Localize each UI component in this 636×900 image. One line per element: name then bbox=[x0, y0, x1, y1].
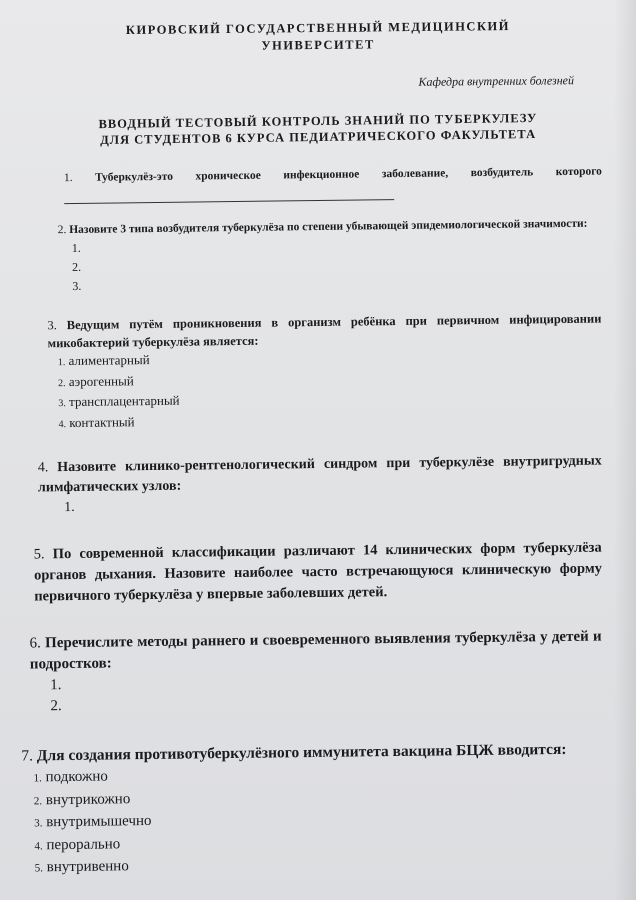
option-label: внутривенно bbox=[46, 858, 129, 876]
answer-slot[interactable]: 1. bbox=[50, 677, 62, 694]
question-number: 6. bbox=[29, 635, 41, 652]
question-2 bbox=[34, 216, 603, 297]
option-label: подкожно bbox=[45, 768, 108, 786]
option-list bbox=[48, 346, 603, 435]
answer-list bbox=[30, 669, 602, 718]
question-number: 2. bbox=[57, 224, 67, 237]
option-label: внутрикожно bbox=[45, 790, 131, 808]
question-5 bbox=[34, 538, 603, 608]
university-line-2: УНИВЕРСИТЕТ bbox=[261, 37, 375, 53]
question-1-text bbox=[64, 164, 602, 205]
answer-list bbox=[58, 233, 603, 297]
option-number: 5. bbox=[34, 862, 44, 875]
option-label: алиментарный bbox=[68, 352, 150, 369]
option-label: трансплацентарный bbox=[69, 392, 180, 410]
option-label: перорально bbox=[46, 835, 121, 853]
option-number: 3. bbox=[58, 398, 66, 410]
answer-slot[interactable]: 2. bbox=[50, 698, 62, 715]
option-label: внутримышечно bbox=[46, 812, 152, 831]
university-name bbox=[34, 17, 602, 57]
question-7 bbox=[21, 738, 603, 880]
option-number: 1. bbox=[33, 772, 42, 785]
option-label: контактный bbox=[69, 413, 135, 430]
option-number: 3. bbox=[34, 817, 43, 830]
question-body: Туберкулёз-это хроническое инфекционное заболевание, возбудитель которого bbox=[94, 165, 602, 184]
option-number: 4. bbox=[58, 418, 67, 430]
title-line-2: ДЛЯ СТУДЕНТОВ 6 КУРСА ПЕДИАТРИЧЕСКОГО ФАКУЛЬТЕТА bbox=[100, 126, 537, 148]
question-body: Ведущим путём проникновения в организм ребёнка при первичном инфицировании микобактерий туберкулёза является: bbox=[47, 311, 602, 351]
question-body: Назовите клинико-рентгенологический синдром при туберкулёзе внутригрудных лимфатических узлов: bbox=[37, 453, 602, 496]
question-number: 4. bbox=[37, 460, 49, 476]
question-body: Перечислите методы раннего и своевременного выявления туберкулёза у детей и подростков: bbox=[29, 628, 602, 673]
question-3 bbox=[33, 310, 602, 435]
option-number: 1. bbox=[57, 357, 66, 369]
answer-slot[interactable]: 1. bbox=[71, 240, 81, 256]
question-6 bbox=[30, 627, 603, 718]
option-number: 4. bbox=[34, 839, 43, 852]
question-number: 5. bbox=[33, 546, 45, 563]
question-4-text bbox=[38, 452, 602, 499]
title-line-1: ВВОДНЫЙ ТЕСТОВЫЙ КОНТРОЛЬ ЗНАНИЙ ПО ТУБЕРКУЛЕЗУ bbox=[98, 110, 538, 132]
answer-blank-line[interactable] bbox=[64, 187, 394, 204]
option-number: 2. bbox=[58, 377, 66, 389]
option-list bbox=[21, 760, 602, 880]
answer-slot[interactable]: 1. bbox=[64, 499, 75, 516]
question-5-text bbox=[34, 538, 603, 608]
answer-slot[interactable]: 3. bbox=[72, 278, 82, 294]
question-6-text bbox=[30, 627, 602, 676]
question-number: 3. bbox=[47, 318, 57, 333]
answer-slot[interactable]: 2. bbox=[72, 259, 82, 275]
question-number: 7. bbox=[21, 747, 34, 765]
question-1 bbox=[34, 164, 602, 205]
option-label: аэрогенный bbox=[68, 372, 134, 389]
question-body: Для создания противотуберкулёзного иммунитета вакцина БЦЖ вводится: bbox=[36, 740, 567, 765]
page-edge-shadow bbox=[614, 0, 636, 900]
option-number: 2. bbox=[33, 794, 43, 807]
test-title bbox=[34, 109, 602, 149]
university-line-1: КИРОВСКИЙ ГОСУДАРСТВЕННЫЙ МЕДИЦИНСКИЙ bbox=[125, 18, 510, 38]
question-body: Назовите 3 типа возбудителя туберкулёза по степени убывающей эпидемиологической значимости: bbox=[69, 217, 588, 237]
department-name: Кафедра внутренних болезней bbox=[418, 73, 575, 89]
question-body: По современной классификации различают 14 клинических форм туберкулёза органов дыхания. Назовите наиболее часто встречающуюся клиническую форму первичного туберкулёза у впервые заболевших детей. bbox=[33, 539, 603, 605]
question-4 bbox=[34, 452, 603, 519]
question-number: 1. bbox=[63, 171, 73, 185]
